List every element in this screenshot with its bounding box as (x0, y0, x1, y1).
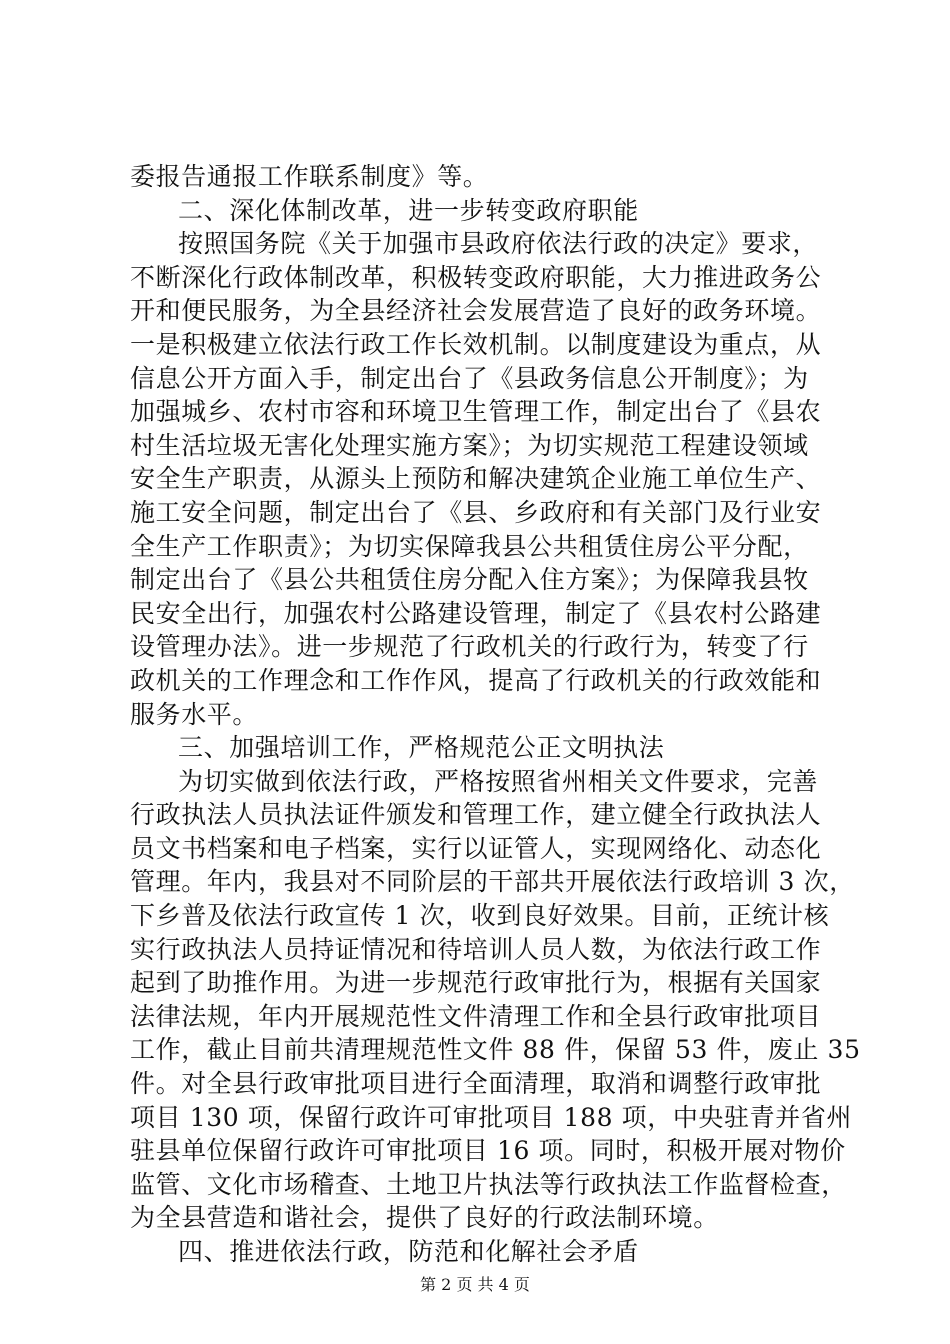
text-line: 委报告通报工作联系制度》等。 (130, 162, 489, 191)
text-line: 管理。年内，我县对不同阶层的干部共开展依法行政培训 3 次， (130, 867, 855, 897)
text-line: 民安全出行，加强农村公路建设管理，制定了《县农村公路建 (130, 598, 822, 628)
text-line: 为切实做到依法行政，严格按照省州相关文件要求，完善 (178, 766, 819, 796)
text-line: 员文书档案和电子档案，实行以证管人，实现网络化、动态化 (130, 833, 822, 863)
text-line: 行政执法人员执法证件颁发和管理工作，建立健全行政执法人 (130, 800, 822, 830)
text-line: 驻县单位保留行政许可审批项目 16 项。同时，积极开展对物价 (130, 1136, 846, 1166)
section-heading-3: 三、加强培训工作，严格规范公正文明执法 (178, 733, 665, 763)
text-line: 下乡普及依法行政宣传 1 次，收到良好效果。目前，正统计核 (130, 901, 830, 931)
text-line: 法律法规，年内开展规范性文件清理工作和全县行政审批项目 (130, 1001, 822, 1031)
text-line: 服务水平。 (130, 699, 259, 729)
text-line: 村生活垃圾无害化处理实施方案》；为切实规范工程建设领域 (130, 430, 809, 460)
text-line: 一是积极建立依法行政工作长效机制。以制度建设为重点，从 (130, 329, 822, 359)
text-line: 为全县营造和谐社会，提供了良好的行政法制环境。 (130, 1203, 719, 1233)
text-line: 项目 130 项，保留行政许可审批项目 188 项，中央驻青并省州 (130, 1102, 853, 1132)
section-heading-2: 二、深化体制改革，进一步转变政府职能 (178, 195, 639, 225)
text-line: 起到了助推作用。为进一步规范行政审批行为，根据有关国家 (130, 968, 822, 998)
text-line: 实行政执法人员持证情况和待培训人员人数，为依法行政工作 (130, 934, 822, 964)
text-line: 件。对全县行政审批项目进行全面清理，取消和调整行政审批 (130, 1069, 822, 1099)
page-number-footer: 第 2 页 共 4 页 (420, 1275, 530, 1294)
text-line: 制定出台了《县公共租赁住房分配入住方案》；为保障我县牧 (130, 565, 809, 595)
text-line: 监管、文化市场稽查、土地卫片执法等行政执法工作监督检查， (130, 1169, 847, 1199)
document-body (130, 160, 861, 1269)
text-line: 安全生产职责，从源头上预防和解决建筑企业施工单位生产、 (130, 464, 822, 494)
text-line: 信息公开方面入手，制定出台了《县政务信息公开制度》；为 (130, 363, 809, 393)
text-line: 设管理办法》。进一步规范了行政机关的行政行为，转变了行 (130, 632, 809, 662)
text-line: 工作，截止目前共清理规范性文件 88 件，保留 53 件，废止 35 (130, 1035, 861, 1065)
text-line: 全生产工作职责》；为切实保障我县公共租赁住房公平分配， (130, 531, 809, 561)
text-line: 不断深化行政体制改革，积极转变政府职能，大力推进政务公 (130, 262, 822, 292)
text-line: 开和便民服务，为全县经济社会发展营造了良好的政务环境。 (130, 296, 822, 326)
text-line: 加强城乡、农村市容和环境卫生管理工作，制定出台了《县农 (130, 397, 822, 427)
section-heading-4: 四、推进依法行政，防范和化解社会矛盾 (178, 1237, 639, 1266)
text-line: 施工安全问题，制定出台了《县、乡政府和有关部门及行业安 (130, 497, 822, 527)
text-line: 按照国务院《关于加强市县政府依法行政的决定》要求， (178, 229, 819, 259)
text-line: 政机关的工作理念和工作作风，提高了行政机关的行政效能和 (130, 665, 822, 695)
